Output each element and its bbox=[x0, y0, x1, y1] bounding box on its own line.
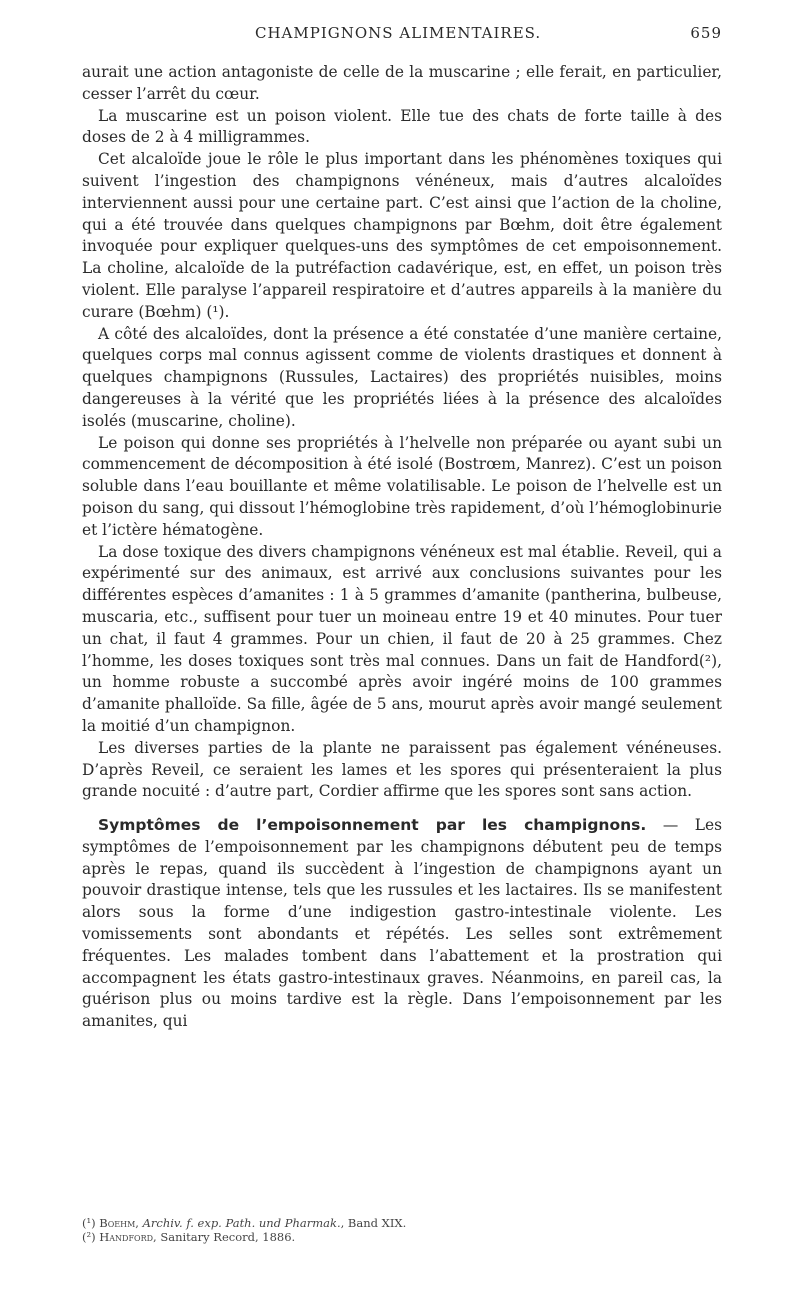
paragraph: Le poison qui donne ses propriétés à l’helvelle non préparée ou ayant subi un commencement de décomposition à été isolé (Bostrœm, Manrez). C’est un poison soluble dans l’eau bouillante et même volatilisable. Le poison de l’helvelle est un poison du sang, qui dissout l’hémoglobine très rapidement, d’où l’hémoglobinurie et l’ictère hématogène. bbox=[82, 433, 722, 539]
body-text bbox=[82, 62, 722, 1033]
page-number: 659 bbox=[690, 24, 722, 42]
footnote-author: Handford bbox=[99, 1230, 154, 1244]
section-heading: Symptômes de l’empoisonnement par les champignons. bbox=[98, 816, 647, 835]
footnote: (¹) Boehm, Archiv. f. exp. Path. und Pharmak., Band XIX. bbox=[82, 1216, 407, 1230]
section-dash: — bbox=[646, 816, 695, 835]
footnote-author: Boehm bbox=[99, 1216, 136, 1230]
footnotes bbox=[82, 1216, 722, 1244]
footnote-source: Archiv. f. exp. Path. und Pharmak. bbox=[142, 1216, 341, 1230]
paragraph: aurait une action antagoniste de celle de la muscarine ; elle ferait, en particulier, cesser l’arrêt du cœur. bbox=[82, 63, 722, 103]
footnote bbox=[82, 1230, 722, 1244]
footnote-rest: , Band XIX. bbox=[340, 1216, 407, 1230]
footnote-marker: (²) bbox=[82, 1230, 100, 1244]
section-paragraph bbox=[82, 815, 722, 1033]
footnote-marker: (¹) bbox=[82, 1216, 100, 1230]
paragraph: La dose toxique des divers champignons vénéneux est mal établie. Reveil, qui a expérimenté sur des animaux, est arrivé aux conclusions suivantes pour les différentes espèces d’amanites : 1 à 5 grammes d’amanite (pantherina, bulbeuse, muscaria, etc., suffisent pour tuer un moineau entre 19 et 40 minutes. Pour tuer un chat, il faut 4 grammes. Pour un chien, il faut de 20 à 25 grammes. Chez l’homme, les doses toxiques sont très mal connues. Dans un fait de Handford(²), un homme robuste a succombé après avoir ingéré moins de 100 grammes d’amanite phalloïde. Sa fille, âgée de 5 ans, mourut après avoir mangé seulement la moitié d’un champignon. bbox=[82, 542, 722, 735]
section-text: Les symptômes de l’empoisonnement par les champignons débutent peu de temps après le repas, quand ils succèdent à l’ingestion de champignons ayant un pouvoir drastique intense, tels que les russules et les lactaires. Ils se manifestent alors sous la forme d’une indigestion gastro-intestinale violente. Les vomissements sont abondants et répétés. Les selles sont extrêmement fréquentes. Les malades tombent dans l’abattement et la prostration qui accompagnent les états gastro-intestinaux graves. Néanmoins, en pareil cas, la guérison plus ou moins tardive est la règle. Dans l’empoisonnement par les amanites, qui bbox=[82, 816, 722, 1031]
footnote-rest: , Sanitary Record, 1886. bbox=[153, 1230, 296, 1244]
paragraph: La muscarine est un poison violent. Elle tue des chats de forte taille à des doses de 2 à 4 milligrammes. bbox=[82, 106, 722, 147]
paragraph: A côté des alcaloïdes, dont la présence a été constatée d’une manière certaine, quelques corps mal connus agissent comme de violents drastiques et donnent à quelques champignons (Russules, Lactaires) des propriétés nuisibles, moins dangereuses à la vérité que les propriétés liées à la présence des alcaloïdes isolés (muscarine, choline). bbox=[82, 324, 722, 430]
paragraph: Les diverses parties de la plante ne paraissent pas également vénéneuses. D’après Reveil, ce seraient les lames et les spores qui présenteraient la plus grande nocuité : d’autre part, Cordier affirme que les spores sont sans action. bbox=[82, 738, 722, 801]
running-title: CHAMPIGNONS ALIMENTAIRES. bbox=[255, 24, 542, 42]
paragraph: Cet alcaloïde joue le rôle le plus important dans les phénomènes toxiques qui suivent l’ingestion des champignons vénéneux, mais d’autres alcaloïdes interviennent aussi pour une certaine part. C’est ainsi que l’action de la choline, qui a été trouvée dans quelques champignons par Bœhm, doit être également invoquée pour expliquer quelques-uns des symptômes de cet empoisonnement. La choline, alcaloïde de la putréfaction cadavérique, est, en effet, un poison très violent. Elle paralyse l’appareil respiratoire et d’autres appareils à la manière du curare (Bœhm) (¹). bbox=[82, 150, 722, 321]
